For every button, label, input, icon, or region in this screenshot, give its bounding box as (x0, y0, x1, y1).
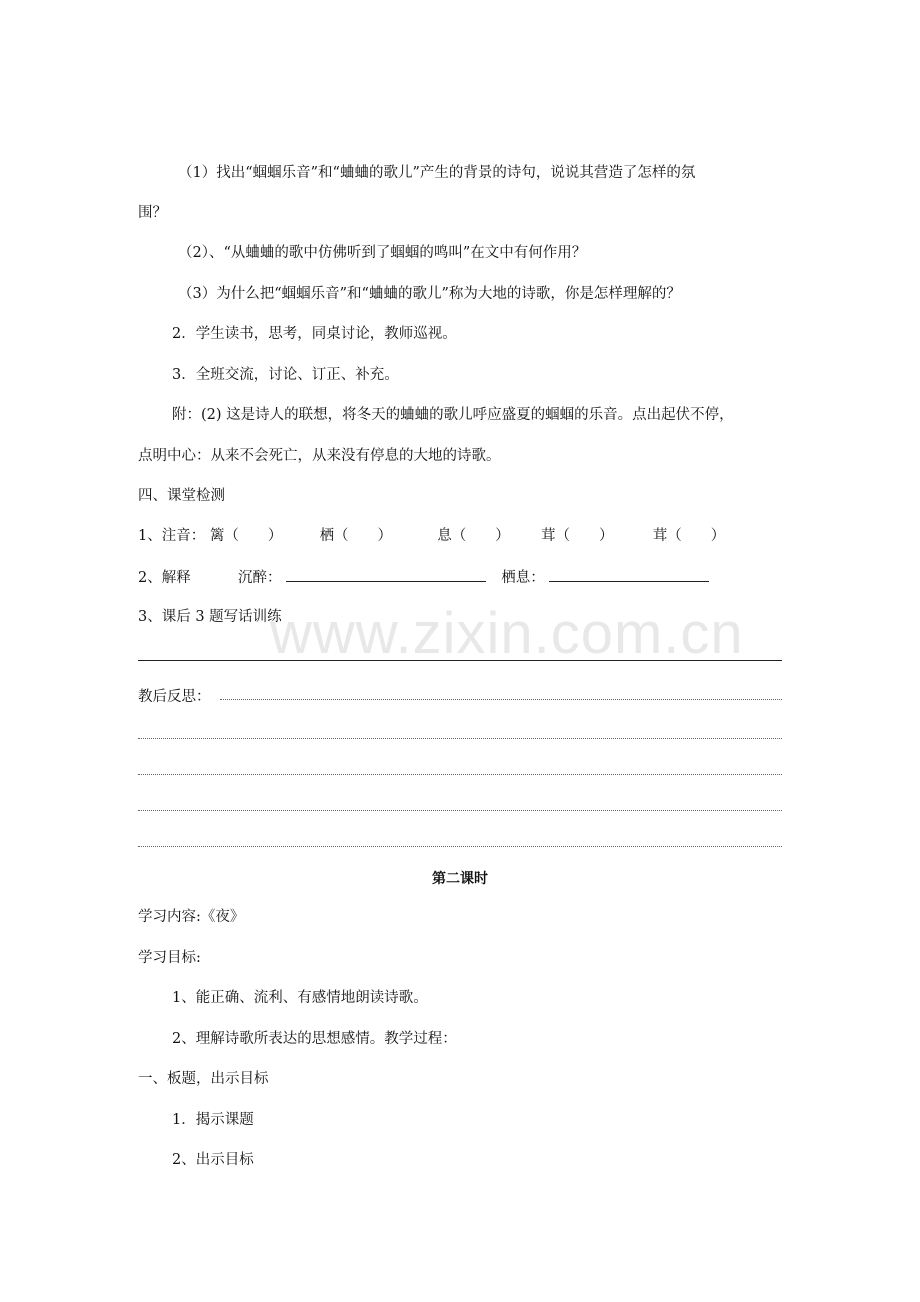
pinyin-exercise (138, 526, 725, 546)
goal-2: 2、理解诗歌所表达的思想感情。教学过程： (172, 1031, 457, 1047)
learning-content: 学习内容:《夜》 (138, 909, 245, 925)
answer-blank-1[interactable] (286, 567, 486, 582)
part-1-step-2: 2、出示目标 (172, 1152, 254, 1168)
pinyin-item: 篱（ ） (209, 528, 283, 544)
pinyin-prefix: 1、注音： (138, 528, 206, 544)
reflection-line[interactable] (220, 699, 782, 700)
question-1-line-2: 围？ (138, 205, 167, 221)
reflection-line[interactable] (138, 846, 782, 847)
pinyin-item: 茸（ ） (541, 528, 614, 544)
goal-1: 1、能正确、流利、有感情地朗读诗歌。 (172, 990, 428, 1006)
question-1-line-1: （1）找出“蝈蝈乐音”和“蛐蛐的歌儿”产生的背景的诗句，说说其营造了怎样的氛 (178, 165, 696, 181)
note-line-2: 点明中心：从来不会死亡，从来没有停息的大地的诗歌。 (138, 448, 501, 464)
section-divider (138, 660, 782, 661)
watermark: www.zixin.com.cn (270, 601, 744, 666)
pinyin-item: 茸（ ） (652, 528, 726, 544)
part-1-step-1: 1．揭示课题 (172, 1112, 254, 1128)
explain-term-2: 栖息： (501, 570, 545, 586)
question-3: （3）为什么把“蝈蝈乐音”和“蛐蛐的歌儿”称为大地的诗歌，你是怎样理解的？ (178, 286, 681, 302)
reflection-line[interactable] (138, 738, 782, 739)
answer-blank-2[interactable] (549, 567, 709, 582)
section-4-heading: 四、课堂检测 (138, 488, 225, 504)
note-line-1: 附：(2) 这是诗人的联想，将冬天的蛐蛐的歌儿呼应盛夏的蝈蝈的乐音。点出起伏不停， (172, 407, 734, 423)
pinyin-item: 栖（ ） (319, 528, 393, 544)
part-1-heading: 一、板题，出示目标 (138, 1071, 269, 1087)
lesson-2-title: 第二课时 (432, 871, 488, 887)
step-2: 2．学生读书，思考，同桌讨论，教师巡视。 (172, 326, 457, 342)
pinyin-item: 息（ ） (437, 528, 510, 544)
exercise-3: 3、课后 3 题写话训练 (138, 609, 282, 625)
step-3: 3．全班交流，讨论、订正、补充。 (172, 367, 399, 383)
reflection-line[interactable] (138, 810, 782, 811)
learning-goals-heading: 学习目标: (138, 950, 201, 966)
explain-prefix: 2、解释 (138, 570, 191, 586)
explain-exercise (138, 567, 709, 588)
reflection-line[interactable] (138, 774, 782, 775)
reflection-label: 教后反思： (138, 689, 211, 705)
explain-term-1: 沉醉： (237, 570, 282, 586)
question-2: （2）、“从蛐蛐的歌中仿佛听到了蝈蝈的鸣叫”在文中有何作用？ (178, 245, 587, 261)
